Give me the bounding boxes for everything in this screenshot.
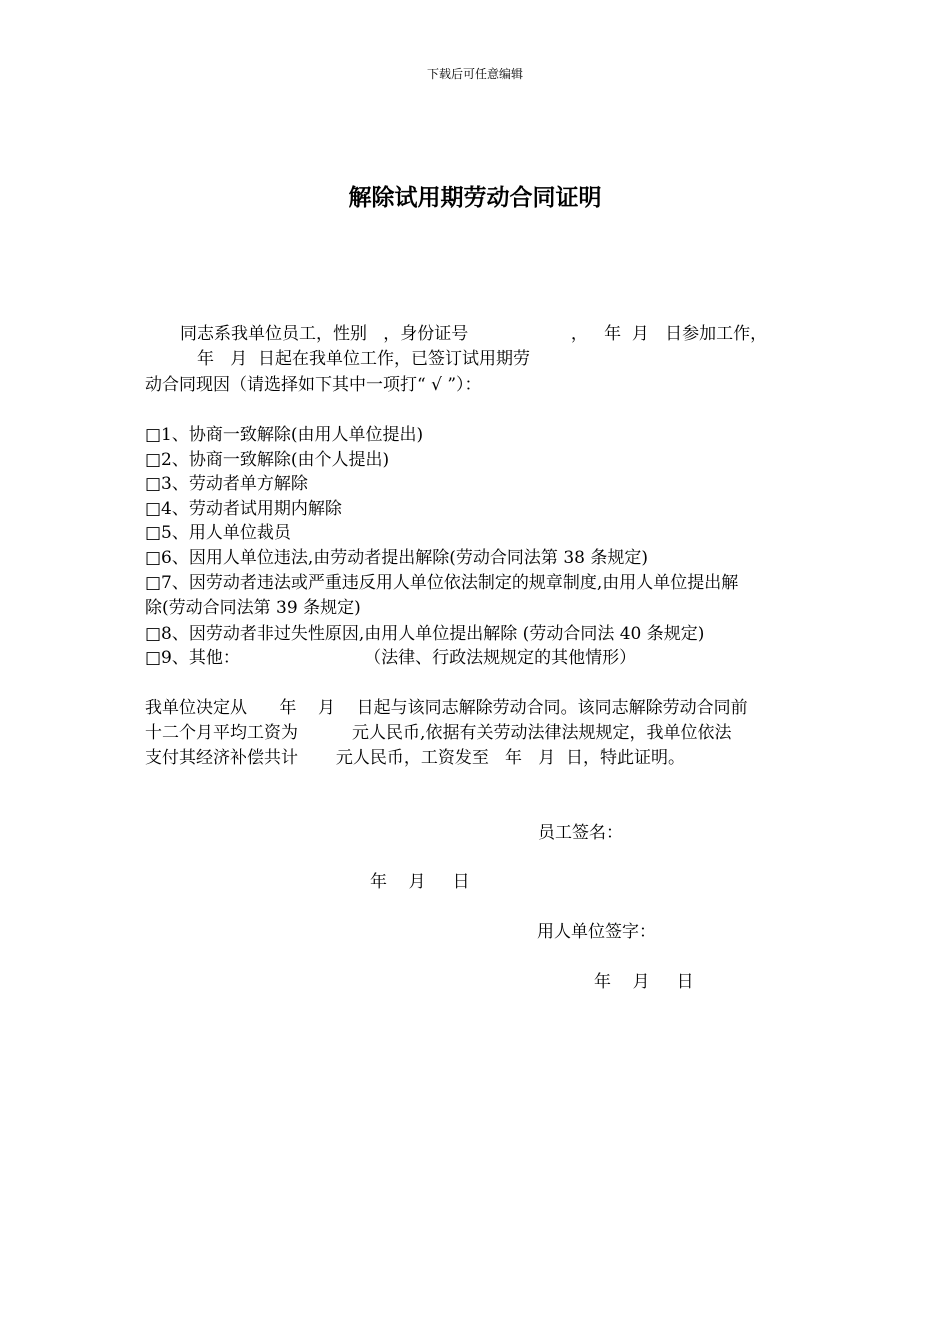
employer-signature-date: 年 月 日 (594, 972, 694, 992)
option-item-5: □5、用人单位裁员 (145, 523, 291, 543)
option-item-8: □8、因劳动者非过失性原因,由用人单位提出解除 (劳动合同法 40 条规定) (145, 624, 705, 644)
option-item-1: □1、协商一致解除(由用人单位提出) (145, 425, 424, 445)
decision-line-1: 我单位决定从 年 月 日起与该同志解除劳动合同。该同志解除劳动合同前 (145, 698, 748, 718)
decision-line-3: 支付其经济补偿共计 元人民币，工资发至 年 月 日，特此证明。 (145, 748, 686, 768)
option-item-4: □4、劳动者试用期内解除 (145, 499, 342, 519)
employee-signature-label: 员工签名： (538, 823, 623, 843)
option-item-9: □9、其他： （法律、行政法规规定的其他情形） (145, 648, 637, 668)
option-item-2: □2、协商一致解除(由个人提出) (145, 450, 390, 470)
option-item-7: □7、因劳动者违法或严重违反用人单位依法制定的规章制度,由用人单位提出解 (145, 573, 739, 593)
intro-line-2: 年 月 日起在我单位工作，已签订试用期劳 (197, 349, 531, 369)
header-note: 下载后可任意编辑 (426, 67, 523, 81)
option-item-3: □3、劳动者单方解除 (145, 474, 308, 494)
intro-line-3: 动合同现因（请选择如下其中一项打“ √ ”）： (145, 375, 482, 395)
option-item-7-continued: 除(劳动合同法第 39 条规定) (145, 598, 361, 618)
option-item-6: □6、因用人单位违法,由劳动者提出解除(劳动合同法第 38 条规定) (145, 548, 648, 568)
employee-signature-date: 年 月 日 (370, 872, 470, 892)
decision-line-2: 十二个月平均工资为 元人民币,依据有关劳动法律法规规定，我单位依法 (145, 723, 732, 743)
document-title: 解除试用期劳动合同证明 (348, 184, 602, 211)
employer-signature-label: 用人单位签字： (537, 922, 656, 942)
intro-line-1: 同志系我单位员工，性别 ，身份证号 ， 年 月 日参加工作， (180, 324, 768, 344)
